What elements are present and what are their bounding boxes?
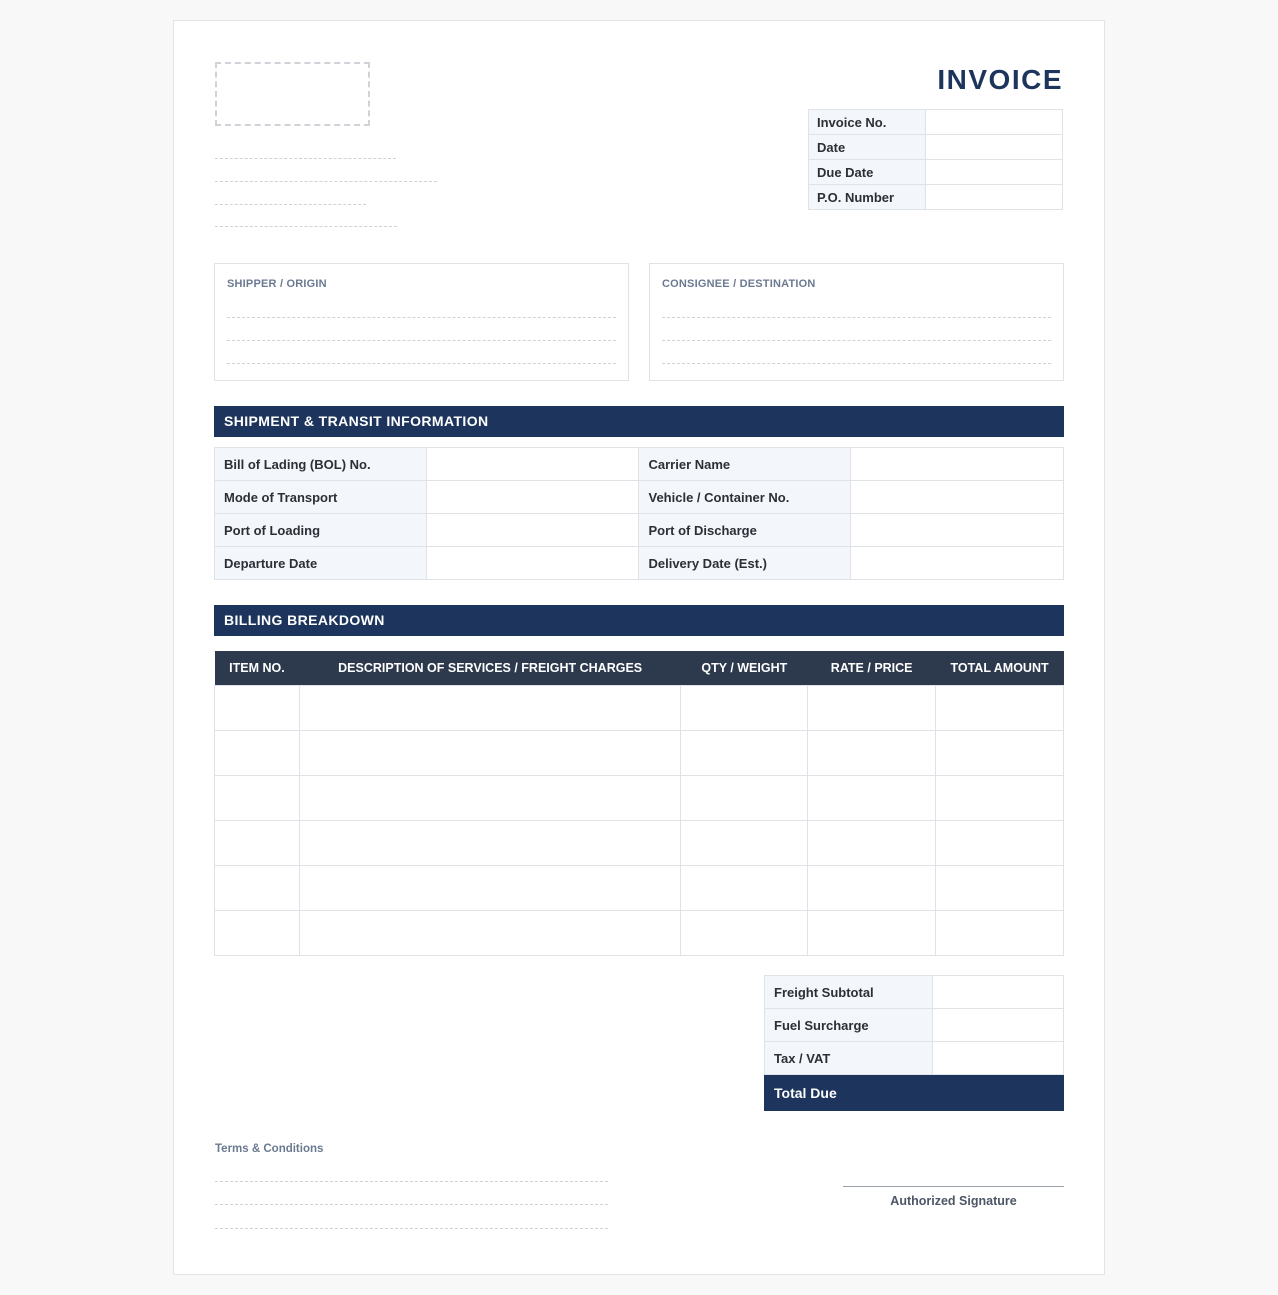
shipper-box [214, 263, 629, 381]
total-cell[interactable] [936, 685, 1064, 730]
meta-label: P.O. Number [809, 185, 926, 210]
totals-label: Freight Subtotal [765, 976, 933, 1009]
due-date-field[interactable] [926, 160, 1063, 185]
description-cell[interactable] [299, 685, 680, 730]
shipment-row [215, 547, 1064, 580]
meta-label: Due Date [809, 160, 926, 185]
qty-cell[interactable] [681, 865, 808, 910]
totals-table [764, 975, 1064, 1111]
totals-row [765, 1042, 1064, 1075]
shipment-table [214, 447, 1064, 580]
terms-line[interactable] [215, 1204, 608, 1205]
po-number-field[interactable] [926, 185, 1063, 210]
delivery-date-field[interactable] [851, 547, 1064, 580]
qty-cell[interactable] [681, 910, 808, 955]
invoice-number-field[interactable] [926, 110, 1063, 135]
item-no-cell[interactable] [215, 865, 300, 910]
company-address-line[interactable] [215, 158, 396, 159]
bol-number-field[interactable] [426, 448, 639, 481]
shipment-label: Port of Loading [215, 514, 427, 547]
rate-cell[interactable] [808, 730, 936, 775]
column-header-item-no: ITEM NO. [215, 651, 300, 685]
vehicle-container-field[interactable] [851, 481, 1064, 514]
meta-row [809, 135, 1063, 160]
billing-header-row [215, 651, 1064, 685]
invoice-meta-table [808, 109, 1063, 210]
departure-date-field[interactable] [426, 547, 639, 580]
shipment-row [215, 481, 1064, 514]
column-header-total: TOTAL AMOUNT [936, 651, 1064, 685]
shipment-row [215, 514, 1064, 547]
shipment-label: Bill of Lading (BOL) No. [215, 448, 427, 481]
terms-title: Terms & Conditions [215, 1143, 324, 1155]
shipper-line[interactable] [227, 363, 616, 364]
shipment-label: Mode of Transport [215, 481, 427, 514]
qty-cell[interactable] [681, 685, 808, 730]
totals-row [765, 976, 1064, 1009]
description-cell[interactable] [299, 865, 680, 910]
invoice-page [173, 20, 1105, 1275]
rate-cell[interactable] [808, 820, 936, 865]
qty-cell[interactable] [681, 775, 808, 820]
billing-section-title: BILLING BREAKDOWN [214, 605, 1064, 636]
total-due-row [765, 1075, 1064, 1111]
billing-row [215, 685, 1064, 730]
meta-row [809, 160, 1063, 185]
shipper-line[interactable] [227, 340, 616, 341]
column-header-qty: QTY / WEIGHT [681, 651, 808, 685]
rate-cell[interactable] [808, 775, 936, 820]
column-header-rate: RATE / PRICE [808, 651, 936, 685]
item-no-cell[interactable] [215, 730, 300, 775]
consignee-line[interactable] [662, 317, 1051, 318]
totals-label: Fuel Surcharge [765, 1009, 933, 1042]
terms-line[interactable] [215, 1181, 608, 1182]
signature-label: Authorized Signature [890, 1194, 1017, 1208]
company-address-line[interactable] [215, 181, 437, 182]
mode-of-transport-field[interactable] [426, 481, 639, 514]
total-cell[interactable] [936, 775, 1064, 820]
billing-row [215, 775, 1064, 820]
tax-vat-field[interactable] [933, 1042, 1064, 1075]
item-no-cell[interactable] [215, 820, 300, 865]
qty-cell[interactable] [681, 820, 808, 865]
billing-row [215, 820, 1064, 865]
total-cell[interactable] [936, 865, 1064, 910]
totals-row [765, 1009, 1064, 1042]
total-cell[interactable] [936, 730, 1064, 775]
shipper-title: SHIPPER / ORIGIN [227, 278, 327, 290]
invoice-title: INVOICE [937, 64, 1063, 95]
billing-row [215, 730, 1064, 775]
billing-table [214, 651, 1064, 956]
column-header-description: DESCRIPTION OF SERVICES / FREIGHT CHARGES [299, 651, 680, 685]
meta-row [809, 185, 1063, 210]
port-of-discharge-field[interactable] [851, 514, 1064, 547]
shipment-label: Departure Date [215, 547, 427, 580]
rate-cell[interactable] [808, 910, 936, 955]
shipment-row [215, 448, 1064, 481]
date-field[interactable] [926, 135, 1063, 160]
company-address-line[interactable] [215, 204, 366, 205]
logo-placeholder[interactable] [215, 62, 370, 126]
consignee-line[interactable] [662, 363, 1051, 364]
company-address-line[interactable] [215, 226, 397, 227]
carrier-name-field[interactable] [851, 448, 1064, 481]
meta-row [809, 110, 1063, 135]
shipment-label: Port of Discharge [639, 514, 851, 547]
qty-cell[interactable] [681, 730, 808, 775]
total-cell[interactable] [936, 910, 1064, 955]
item-no-cell[interactable] [215, 910, 300, 955]
terms-line[interactable] [215, 1228, 608, 1229]
billing-row [215, 865, 1064, 910]
meta-label: Invoice No. [809, 110, 926, 135]
item-no-cell[interactable] [215, 685, 300, 730]
totals-label: Tax / VAT [765, 1042, 933, 1075]
description-cell[interactable] [299, 910, 680, 955]
port-of-loading-field[interactable] [426, 514, 639, 547]
shipment-label: Vehicle / Container No. [639, 481, 851, 514]
shipper-line[interactable] [227, 317, 616, 318]
shipment-label: Delivery Date (Est.) [639, 547, 851, 580]
description-cell[interactable] [299, 775, 680, 820]
consignee-line[interactable] [662, 340, 1051, 341]
shipment-section-title: SHIPMENT & TRANSIT INFORMATION [214, 406, 1064, 437]
total-due-field[interactable] [933, 1075, 1064, 1111]
rate-cell[interactable] [808, 685, 936, 730]
freight-subtotal-field[interactable] [933, 976, 1064, 1009]
description-cell[interactable] [299, 820, 680, 865]
meta-label: Date [809, 135, 926, 160]
consignee-box [649, 263, 1064, 381]
item-no-cell[interactable] [215, 775, 300, 820]
signature-line[interactable] [843, 1186, 1064, 1187]
consignee-title: CONSIGNEE / DESTINATION [662, 278, 816, 290]
description-cell[interactable] [299, 730, 680, 775]
rate-cell[interactable] [808, 865, 936, 910]
billing-row [215, 910, 1064, 955]
fuel-surcharge-field[interactable] [933, 1009, 1064, 1042]
shipment-label: Carrier Name [639, 448, 851, 481]
total-due-label: Total Due [765, 1075, 933, 1111]
total-cell[interactable] [936, 820, 1064, 865]
